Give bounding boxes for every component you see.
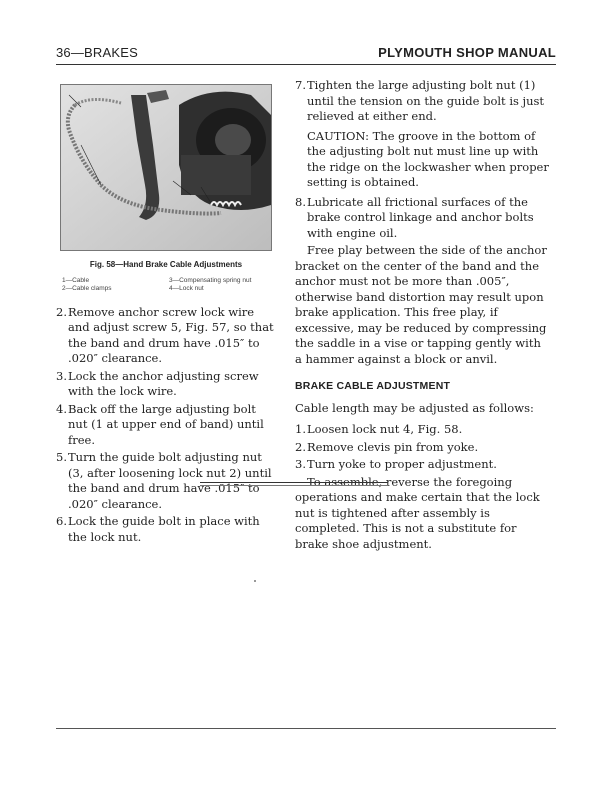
header-rule bbox=[56, 64, 556, 65]
section-divider bbox=[200, 482, 388, 483]
legend-item: 2—Cable clamps bbox=[62, 284, 112, 292]
footer-rule bbox=[56, 728, 556, 729]
free-play-paragraph: Free play between the side of the anchor bracket on the center of the band and the anchor must not be more than .005″, otherwise band distortion may result upon brake application. This free play, if excessive, may be reduced by compressing the saddle in a vise or tapping gently with a hammer against a block or anvil. bbox=[295, 243, 547, 366]
step-number: 8. bbox=[295, 194, 306, 209]
left-column bbox=[56, 84, 276, 547]
brake-cable-photo bbox=[60, 84, 272, 251]
assembly-paragraph: To assemble, reverse the foregoing operations and make certain that the lock nut is tightened after assembly is completed. This is not a substitute for brake shoe adjustment. bbox=[295, 474, 540, 551]
section-title: 36—BRAKES bbox=[56, 45, 139, 60]
step-number: 4. bbox=[56, 401, 67, 416]
figure-legend bbox=[62, 277, 276, 293]
step-item bbox=[295, 457, 551, 473]
step-number: 3. bbox=[295, 457, 306, 471]
legend-item: 4—Lock nut bbox=[169, 284, 204, 292]
step-item bbox=[56, 402, 276, 449]
step-item bbox=[295, 195, 551, 242]
step-text: Turn yoke to proper adjustment. bbox=[307, 457, 497, 471]
step-item bbox=[56, 514, 276, 545]
step-text: Lock the anchor adjusting screw with the lock wire. bbox=[68, 368, 259, 398]
figure-caption: Fig. 58—Hand Brake Cable Adjustments bbox=[89, 260, 243, 269]
step-number: 1. bbox=[295, 422, 306, 436]
step-text: Turn the guide bolt adjusting nut (3, after loosening lock nut 2) until the band and drum have .015″ to .020″ clearance. bbox=[68, 450, 272, 511]
step-text: Loosen lock nut 4, Fig. 58. bbox=[307, 422, 463, 436]
step-number: 6. bbox=[56, 514, 67, 528]
step-item bbox=[295, 422, 551, 438]
page-speck bbox=[254, 580, 256, 582]
step-number: 2. bbox=[56, 304, 67, 319]
step-number: 7. bbox=[295, 78, 306, 92]
step-number: 5. bbox=[56, 450, 67, 464]
legend-item: 1—Cable bbox=[62, 276, 90, 284]
step-text: Lubricate all frictional surfaces of the brake control linkage and anchor bolts with engine oil. bbox=[307, 194, 534, 240]
step-number: 3. bbox=[56, 368, 67, 383]
legend-item: 3—Compensating spring nut bbox=[169, 276, 252, 284]
step-number: 2. bbox=[295, 439, 306, 454]
section-divider-thin bbox=[200, 485, 388, 486]
step-text: Back off the large adjusting bolt nut (1 at upper end of band) until free. bbox=[68, 401, 264, 447]
intro-text: Cable length may be adjusted as follows: bbox=[295, 400, 534, 415]
step-item bbox=[295, 78, 551, 125]
right-column bbox=[295, 78, 551, 558]
page-header bbox=[56, 45, 556, 65]
step-item bbox=[295, 440, 551, 456]
section-heading: BRAKE CABLE ADJUSTMENT bbox=[295, 380, 451, 392]
caution-note: CAUTION: The groove in the bottom of the adjusting bolt nut must line up with the ridge on the lockwasher when proper setting is obtained. bbox=[307, 128, 549, 189]
step-item bbox=[56, 369, 276, 400]
step-text: Remove anchor screw lock wire and adjust screw 5, Fig. 57, so that the band and drum have .015″ to .020″ clearance. bbox=[68, 304, 274, 365]
step-item bbox=[56, 305, 276, 367]
step-item bbox=[56, 450, 276, 512]
brake-cable-illustration bbox=[61, 85, 271, 250]
step-text: Remove clevis pin from yoke. bbox=[307, 439, 479, 454]
step-text: Tighten the large adjusting bolt nut (1) until the tension on the guide bolt is just relieved at either end. bbox=[307, 78, 545, 123]
step-text: Lock the guide bolt in place with the lock nut. bbox=[68, 514, 260, 544]
manual-title: PLYMOUTH SHOP MANUAL bbox=[378, 45, 556, 60]
